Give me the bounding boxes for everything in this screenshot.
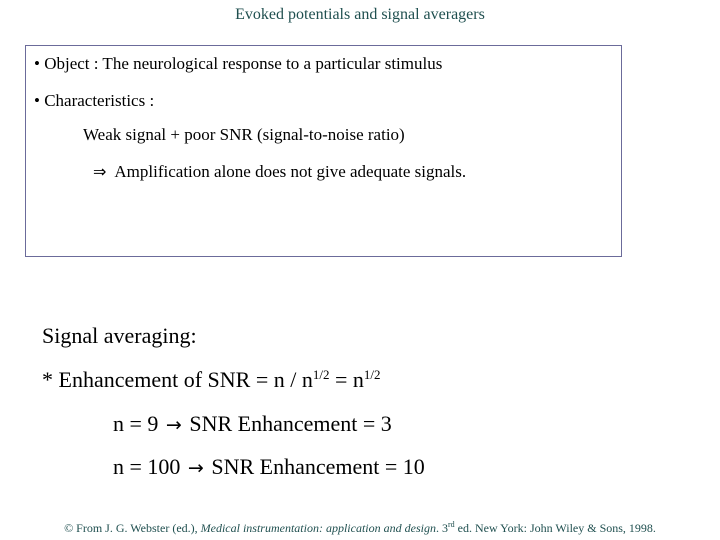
implies-icon: ⇒: [93, 162, 107, 181]
characteristics-heading: • Characteristics :: [34, 91, 155, 110]
formula-prefix: * Enhancement of SNR = n / n: [42, 367, 313, 392]
example-1-n: n = 9: [113, 411, 164, 436]
example-2-result: SNR Enhancement = 10: [205, 454, 425, 479]
amplification-text: Amplification alone does not give adequate signals.: [114, 162, 467, 181]
exponent-2: 1/2: [363, 367, 381, 382]
citation: [0, 521, 720, 536]
object-line: • Object : The neurological response to a particular stimulus: [34, 54, 443, 73]
averaging-heading: Signal averaging:: [42, 323, 197, 348]
example-1-result: SNR Enhancement = 3: [183, 411, 392, 436]
citation-prefix: © From J. G. Webster (ed.),: [64, 521, 201, 535]
example-1: [113, 411, 392, 437]
exponent-1: 1/2: [312, 367, 330, 382]
citation-suffix: ed. New York: John Wiley & Sons, 1998.: [454, 521, 656, 535]
edition-superscript: rd: [447, 520, 455, 529]
info-box: [25, 45, 622, 257]
formula-mid: = n: [329, 367, 364, 392]
example-2-n: n = 100: [113, 454, 186, 479]
book-title: Medical instrumentation: application and design: [200, 521, 436, 535]
example-2: [113, 454, 425, 480]
citation-edition: . 3: [435, 521, 448, 535]
amplification-line: [93, 162, 466, 182]
right-arrow-icon: →: [165, 414, 182, 436]
right-arrow-icon: →: [187, 457, 204, 479]
snr-formula: [42, 367, 381, 393]
slide-title: Evoked potentials and signal averagers: [235, 6, 485, 23]
weak-signal-line: Weak signal + poor SNR (signal-to-noise ratio): [83, 125, 405, 144]
